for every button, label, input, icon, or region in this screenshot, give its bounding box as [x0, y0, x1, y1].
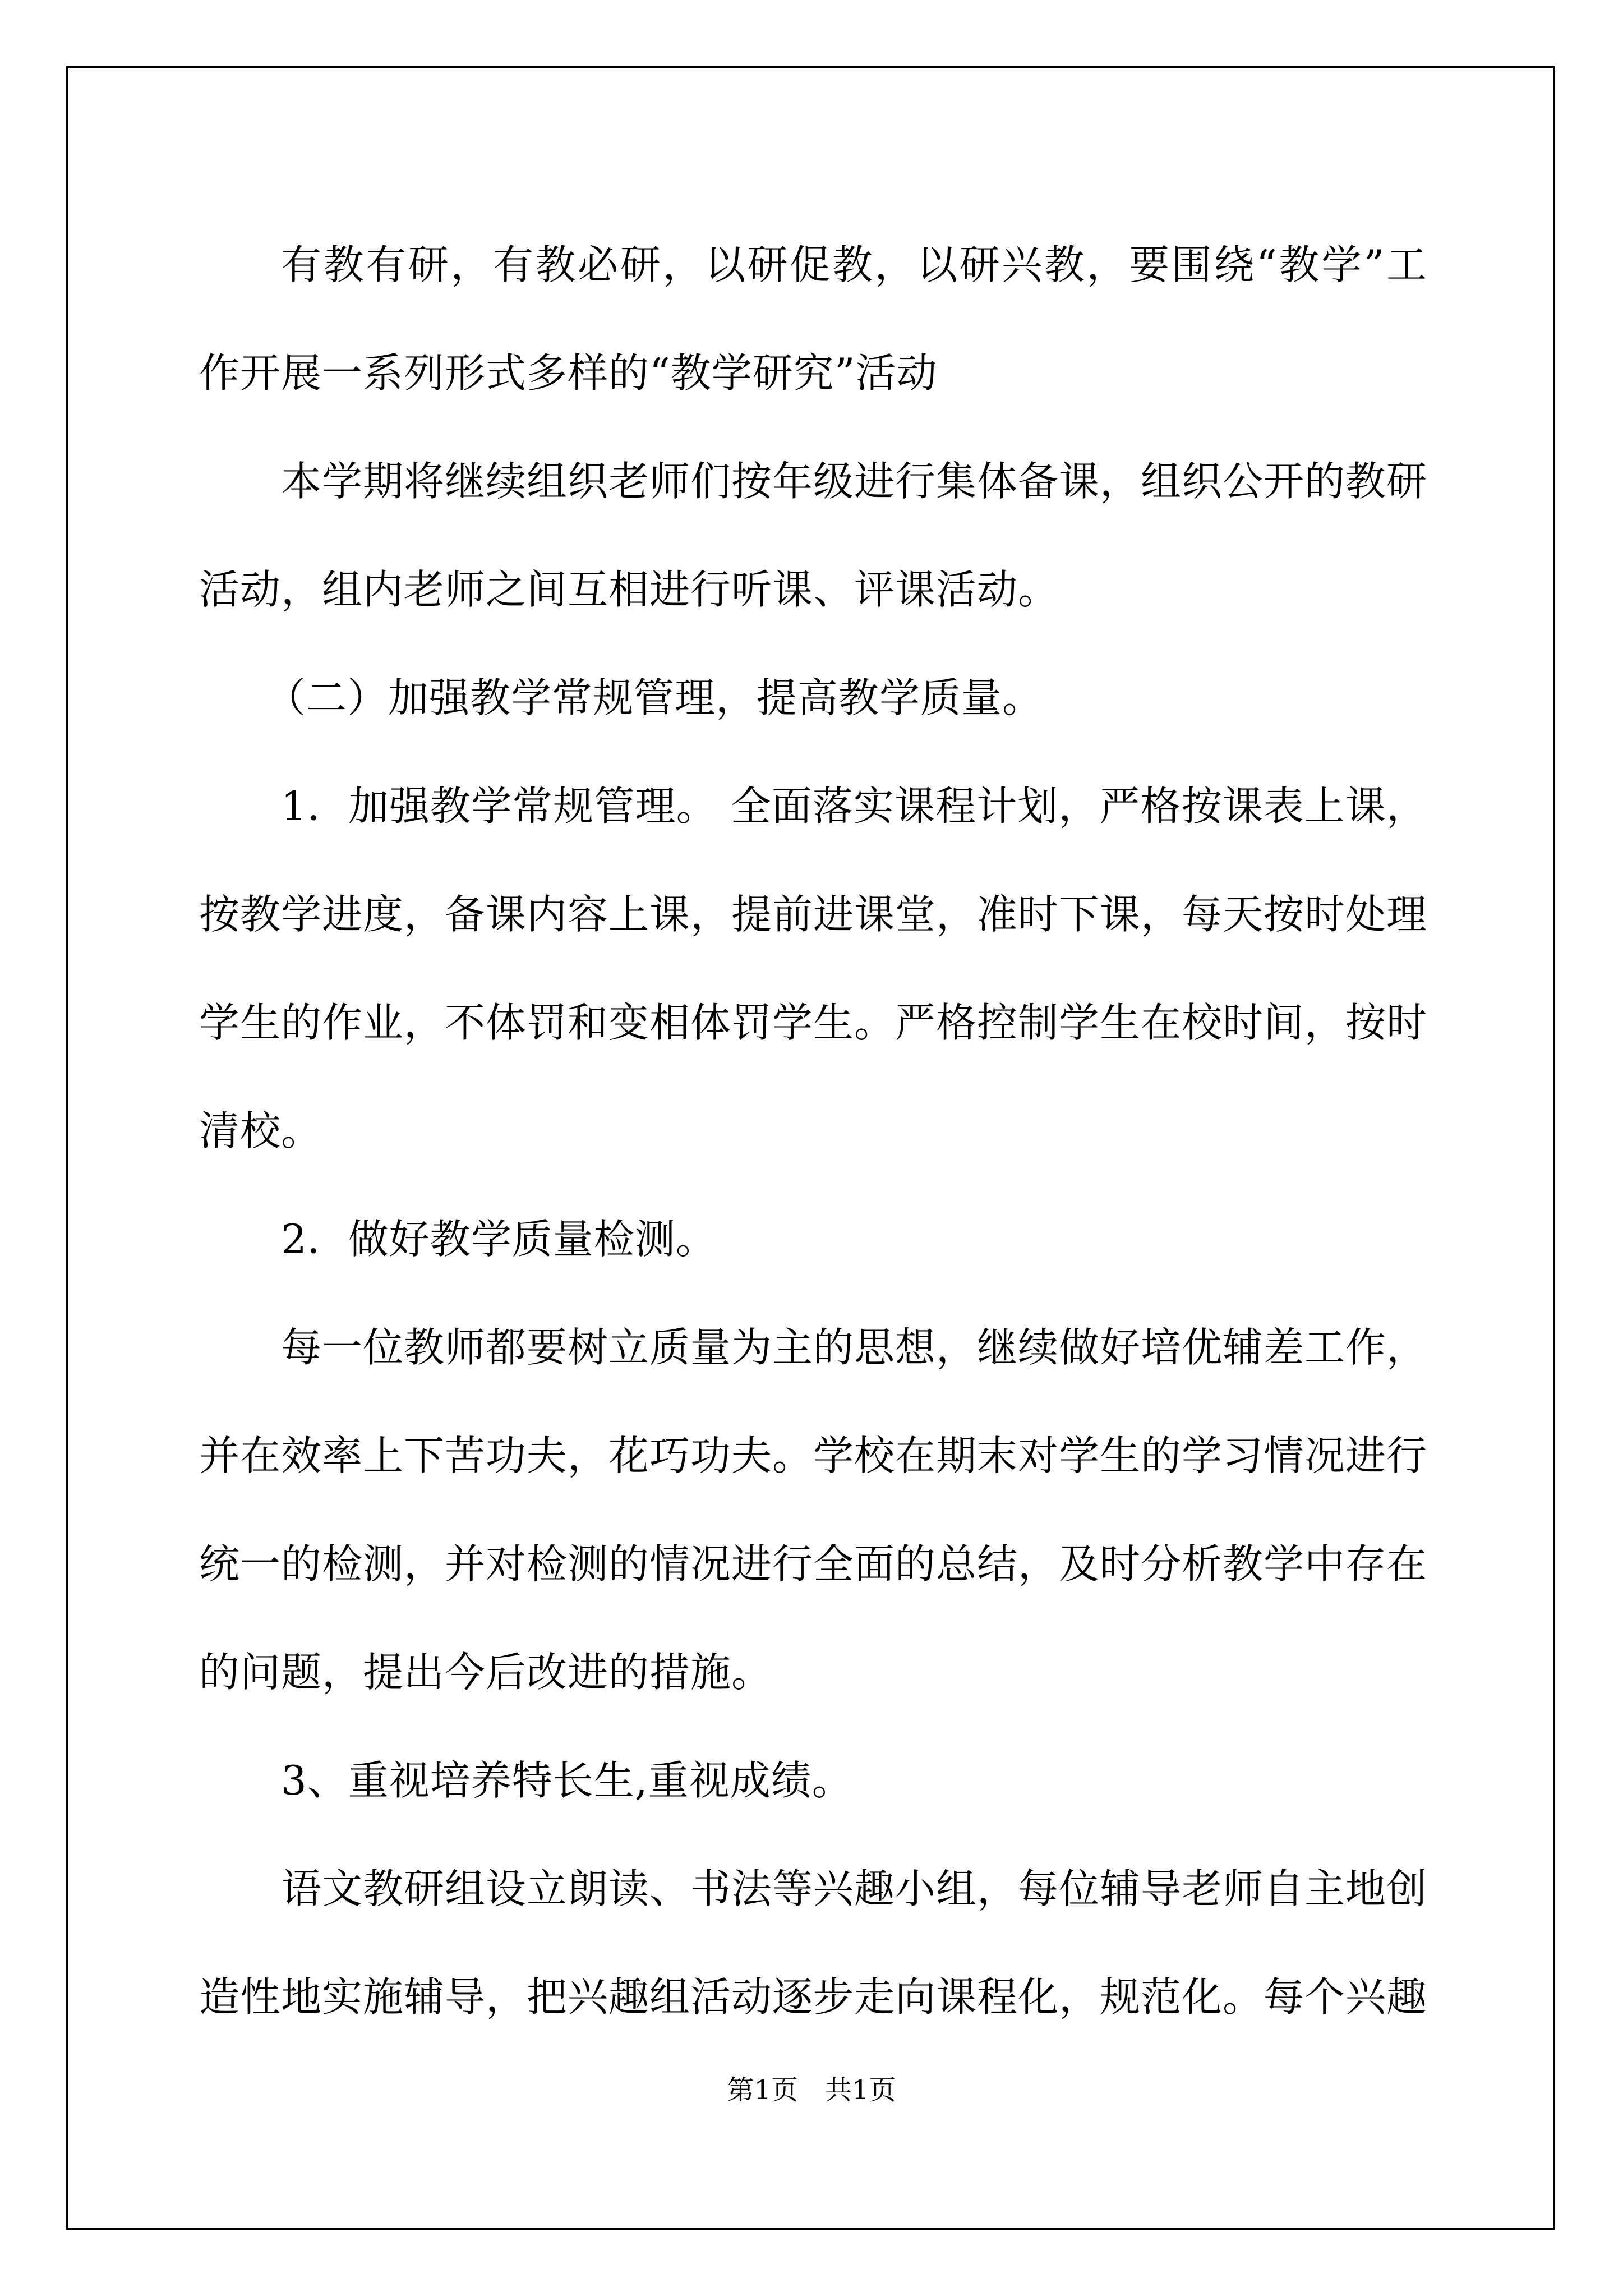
page-footer: 第1页 共1页 [727, 2074, 896, 2106]
paragraph-interest-groups: 语文教研组设立朗读、书法等兴趣小组，每位辅导老师自主地创造性地实施辅导，把兴趣组活动逐步走向课程化，规范化。每个兴趣 [199, 1865, 1428, 2021]
document-body [199, 211, 1427, 2051]
paragraph-teaching-research: 有教有研，有教必研，以研促教，以研兴教，要围绕“教学”工作开展一系列形式多样的“教学研究”活动 [199, 241, 1427, 397]
paragraph-quality-testing-heading: 2．做好教学质量检测。 [281, 1216, 717, 1263]
section-heading-teaching-routine: （二）加强教学常规管理，提高教学质量。 [265, 674, 1044, 721]
paragraph-talent-heading: 3、重视培养特长生,重视成绩。 [281, 1757, 853, 1804]
paragraph-collective-lesson-prep: 本学期将继续组织老师们按年级进行集体备课，组织公开的教研活动，组内老师之间互相进行听课、评课活动。 [199, 458, 1428, 613]
paragraph-routine-management: 1．加强教学常规管理。 全面落实课程计划，严格按课表上课，按教学进度，备课内容上课，提前进课堂，准时下课，每天按时处理学生的作业，不体罚和变相体罚学生。严格控制学生在校时间，按时清校。 [199, 783, 1428, 1154]
paragraph-quality-testing: 每一位教师都要树立质量为主的思想，继续做好培优辅差工作，并在效率上下苦功夫，花巧功夫。学校在期末对学生的学习情况进行统一的检测，并对检测的情况进行全面的总结，及时分析教学中存在的问题，提出今后改进的措施。 [199, 1324, 1428, 1696]
